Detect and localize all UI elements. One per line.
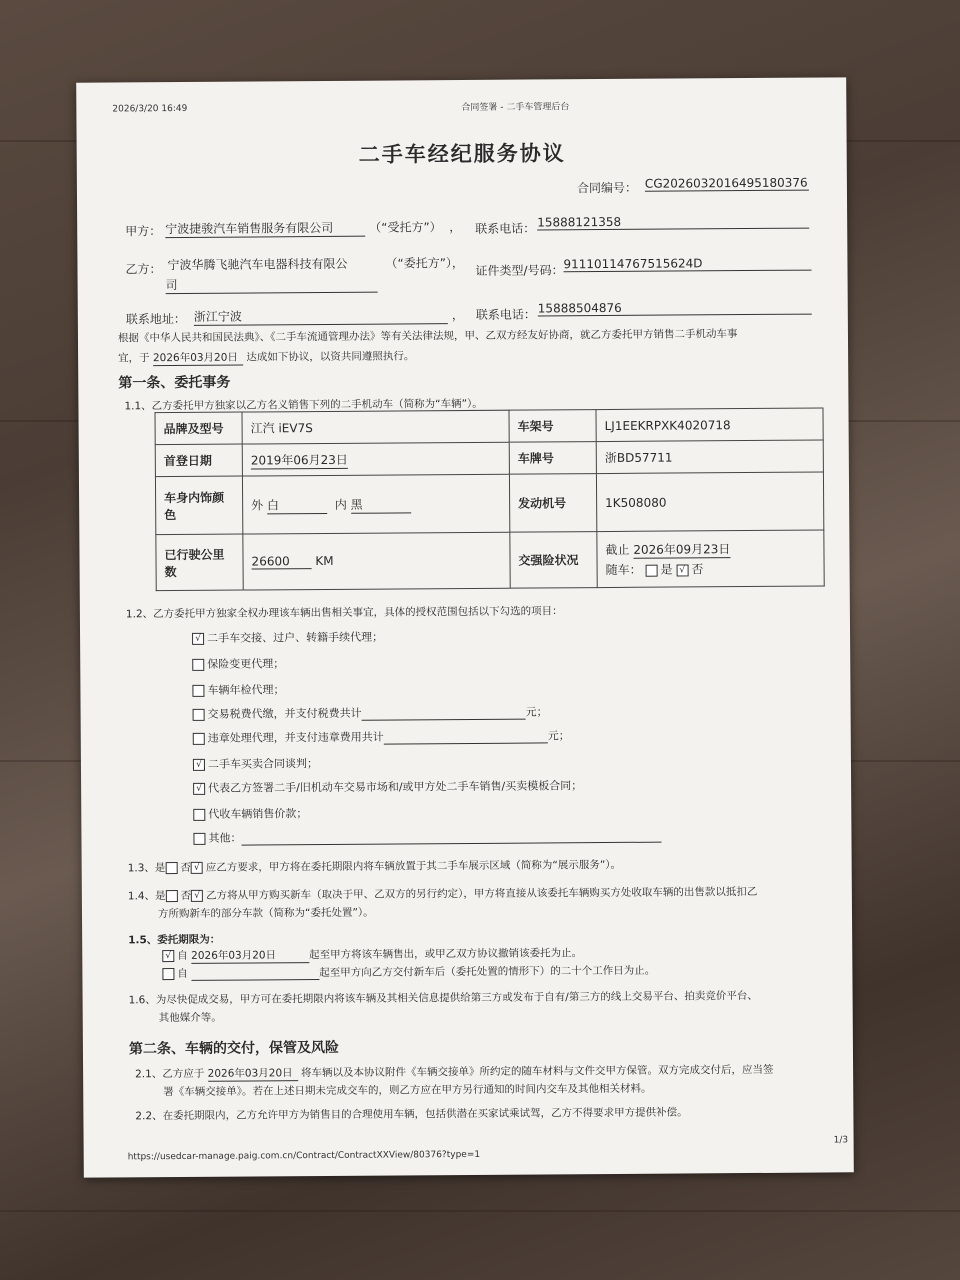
tax-amount-blank bbox=[362, 706, 526, 721]
mileage-cell bbox=[243, 532, 510, 590]
auth-item bbox=[193, 827, 661, 846]
auth-item bbox=[193, 727, 570, 746]
auth-checkbox[interactable] bbox=[192, 685, 204, 697]
term-a-text: 起至甲方将该车辆售出，或甲乙双方协议撤销该委托为止。 bbox=[309, 947, 583, 962]
party-b-address-label: 联系地址： bbox=[125, 311, 186, 327]
violation-unit: 元； bbox=[547, 729, 570, 743]
insurance-cell bbox=[597, 530, 824, 588]
clause-1-3-text: 应乙方要求，甲方将在委托期限内将车辆放置于其二手车展示区域（简称为“展示服务”）。 bbox=[205, 858, 622, 874]
violation-amount-blank bbox=[384, 729, 548, 744]
footer-url[interactable]: https://usedcar-manage.paig.com.cn/Contract/ContractXXView/80376?type=1 bbox=[127, 1149, 481, 1163]
clause-2-1 bbox=[135, 1062, 773, 1082]
auth-checkbox[interactable] bbox=[193, 809, 205, 821]
reg-date-value: 2019年06月23日 bbox=[250, 452, 348, 467]
term-option-a bbox=[162, 945, 582, 964]
mileage-label: 已行驶公里数 bbox=[156, 534, 243, 591]
term-b-date-blank bbox=[191, 967, 319, 981]
clause-1-3-no: 否 bbox=[180, 861, 191, 874]
brand-value: 江汽 iEV7S bbox=[242, 410, 509, 444]
auth-item-label: 其他： bbox=[208, 831, 242, 845]
intro-suffix: 达成如下协议，以资共同遵照执行。 bbox=[246, 350, 415, 364]
color-label: 车身内饰颜色 bbox=[155, 476, 242, 535]
term-b-checkbox[interactable] bbox=[162, 968, 174, 980]
engine-label: 发动机号 bbox=[509, 474, 596, 533]
plate-value: 浙BD57711 bbox=[596, 440, 823, 474]
term-b-from: 自 bbox=[177, 967, 188, 981]
party-b-address: 浙江宁波 bbox=[194, 306, 448, 326]
party-b-id-number: 91110114767515624D bbox=[563, 256, 811, 273]
vehicle-info-table bbox=[154, 407, 824, 591]
auth-item bbox=[192, 629, 383, 646]
interior-color: 黑 bbox=[351, 495, 411, 513]
separator: ， bbox=[451, 308, 464, 323]
party-b-name-line1: 宁波华腾飞驰汽车电器科技有限公 bbox=[167, 256, 348, 273]
insurance-no-checkbox[interactable]: √ bbox=[676, 564, 688, 576]
insurance-until-label: 截止 bbox=[605, 542, 630, 558]
party-b-phone: 15888504876 bbox=[538, 300, 812, 317]
plate-label: 车牌号 bbox=[509, 442, 596, 475]
intro-prefix: 宜，于 bbox=[118, 352, 150, 365]
auth-item bbox=[192, 655, 284, 672]
document-title: 二手车经纪服务协议 bbox=[358, 141, 566, 167]
clause-1-2: 1.2、乙方委托甲方独家全权办理该车辆出售相关事宜，具体的授权范围包括以下勾选的项目： bbox=[125, 605, 563, 621]
party-a-role: （“受托方”） bbox=[369, 220, 442, 235]
insurance-yes-checkbox[interactable] bbox=[645, 564, 657, 576]
page-number: 1/3 bbox=[833, 1135, 849, 1146]
color-cell bbox=[242, 474, 509, 534]
auth-item-label: 二手车交接、过户、转籍手续代理； bbox=[207, 630, 384, 645]
auth-item bbox=[193, 777, 582, 796]
party-a-phone-label: 联系电话： bbox=[475, 221, 536, 236]
clause-1-3-yes: 1.3、是 bbox=[127, 862, 166, 875]
print-page-title: 合同签署 - 二手车管理后台 bbox=[461, 102, 570, 114]
intro-line2 bbox=[118, 348, 414, 366]
term-a-from: 自 bbox=[177, 949, 188, 963]
auth-checkbox[interactable] bbox=[193, 733, 205, 745]
clause-2-1-line2: 署《车辆交接单》。若在上述日期未完成交车的，则乙方应在甲方另行通知的时间内交车及其他相关材料。 bbox=[163, 1082, 652, 1099]
auth-checkbox[interactable]: √ bbox=[193, 759, 205, 771]
contract-number: CG2026032016495180376 bbox=[644, 175, 808, 191]
term-a-checkbox[interactable]: √ bbox=[162, 950, 174, 962]
insurance-with-car-label: 随车： bbox=[605, 562, 642, 578]
clause-2-1-prefix: 2.1、乙方应于 bbox=[135, 1067, 205, 1081]
mileage-value: 26600 bbox=[251, 554, 311, 569]
auth-checkbox[interactable] bbox=[193, 709, 205, 721]
clause-1-3 bbox=[128, 857, 621, 875]
display-no-checkbox[interactable]: √ bbox=[191, 862, 203, 874]
reg-date-cell bbox=[242, 442, 509, 476]
party-a-phone: 15888121358 bbox=[537, 214, 809, 231]
auth-item-label: 交易税费代缴，并支付税费共计 bbox=[207, 706, 362, 721]
insurance-no-label: 否 bbox=[691, 562, 704, 577]
engine-value: 1K508080 bbox=[596, 472, 823, 532]
clause-1-1: 1.1、乙方委托甲方独家以乙方名义销售下列的二手机动车（简称为“车辆”）。 bbox=[124, 397, 483, 413]
vin-label: 车架号 bbox=[509, 410, 596, 443]
clause-1-4 bbox=[128, 884, 758, 903]
delivery-date: 2026年03月20日 bbox=[208, 1065, 298, 1082]
clause-1-6-line2: 其他媒介等。 bbox=[158, 1011, 222, 1025]
term-a-date: 2026年03月20日 bbox=[191, 947, 309, 964]
mileage-unit: KM bbox=[315, 553, 334, 569]
party-a-name: 宁波捷骏汽车销售服务有限公司 bbox=[165, 219, 365, 238]
party-b-name-line2: 司 bbox=[166, 275, 378, 294]
display-yes-checkbox[interactable] bbox=[165, 862, 177, 874]
auth-item-label: 代收车辆销售价款； bbox=[208, 807, 308, 821]
auth-checkbox[interactable] bbox=[192, 659, 204, 671]
auth-checkbox[interactable]: √ bbox=[193, 783, 205, 795]
party-b-role: （“委托方”）， bbox=[385, 255, 464, 271]
contract-number-label: 合同编号： bbox=[576, 180, 637, 196]
separator: ， bbox=[449, 220, 462, 235]
auth-item-label: 代表乙方签署二手/旧机动车交易市场和/或甲方处二手车销售/买卖模板合同； bbox=[208, 779, 583, 795]
auth-item-label: 二手车买卖合同谈判； bbox=[207, 757, 318, 771]
party-b-label: 乙方： bbox=[125, 262, 162, 277]
exterior-label: 外 bbox=[251, 497, 264, 512]
section1-title: 第一条、委托事务 bbox=[118, 374, 231, 392]
tax-unit: 元； bbox=[525, 705, 548, 719]
party-a-label: 甲方： bbox=[125, 224, 162, 239]
term-option-b bbox=[162, 963, 655, 981]
disposal-yes-checkbox[interactable] bbox=[166, 890, 178, 902]
vin-value: LJ1EEKRPXK4020718 bbox=[596, 408, 823, 442]
brand-label: 品牌及型号 bbox=[155, 412, 242, 445]
print-timestamp: 2026/3/20 16:49 bbox=[112, 103, 188, 115]
clause-1-4-no: 否 bbox=[180, 889, 192, 902]
disposal-no-checkbox[interactable]: √ bbox=[191, 890, 203, 902]
clause-1-4-yes: 1.4、是 bbox=[127, 890, 166, 903]
exterior-color: 白 bbox=[267, 495, 327, 513]
clause-1-4-line2: 方所购新车的部分车款（简称为“委托处置”）。 bbox=[157, 906, 374, 921]
insurance-date: 2026年09月23日 bbox=[633, 542, 731, 557]
auth-item bbox=[192, 681, 284, 698]
auth-item bbox=[193, 703, 548, 721]
clause-1-6-line1: 1.6、为尽快促成交易，甲方可在委托期限内将该车辆及其相关信息提供给第三方或发布于自有/第三方的线上交易平台、拍卖竞价平台、 bbox=[128, 989, 758, 1007]
contract-page bbox=[76, 77, 854, 1177]
party-b-id-label: 证件类型/号码： bbox=[475, 263, 564, 278]
auth-item-label: 保险变更代理； bbox=[207, 657, 285, 671]
agreement-date: 2026年03月20日 bbox=[153, 350, 243, 367]
clause-2-2: 2.2、在委托期限内，乙方允许甲方为销售目的合理使用车辆，包括供潜在买家试乘试驾，乙方不得要求甲方提供补偿。 bbox=[135, 1106, 688, 1123]
term-b-text: 起至甲方向乙方交付新车后（委托处置的情形下）的二十个工作日为止。 bbox=[319, 964, 656, 980]
clause-1-4-text: 乙方将从甲方购买新车（取决于甲、乙双方的另行约定），甲方将直接从该委托车辆购买方处收取车辆的出售款以抵扣乙 bbox=[206, 885, 758, 902]
reg-date-label: 首登日期 bbox=[155, 444, 242, 477]
intro-line1: 根据《中华人民共和国民法典》、《二手车流通管理办法》等有关法律法规，甲、乙双方经友好协商，就乙方委托甲方销售二手机动车事 bbox=[117, 328, 738, 345]
insurance-label: 交强险状况 bbox=[510, 532, 597, 589]
auth-item bbox=[193, 755, 318, 772]
auth-checkbox[interactable] bbox=[193, 833, 205, 845]
interior-label: 内 bbox=[334, 497, 347, 512]
section2-title: 第二条、车辆的交付，保管及风险 bbox=[128, 1039, 339, 1058]
clause-1-5-label: 1.5、委托期限为： bbox=[128, 933, 221, 947]
auth-item bbox=[193, 805, 307, 822]
clause-2-1-text: 将车辆以及本协议附件《车辆交接单》所约定的随车材料与文件交甲方保管。双方完成交付后，应当签 bbox=[300, 1063, 774, 1080]
auth-item-label: 违章处理代理，并支付违章费用共计 bbox=[207, 730, 384, 745]
auth-item-label: 车辆年检代理； bbox=[207, 683, 285, 697]
party-b-phone-label: 联系电话： bbox=[475, 307, 536, 322]
auth-checkbox[interactable]: √ bbox=[192, 633, 204, 645]
other-blank bbox=[241, 829, 661, 846]
insurance-yes-label: 是 bbox=[660, 562, 673, 577]
